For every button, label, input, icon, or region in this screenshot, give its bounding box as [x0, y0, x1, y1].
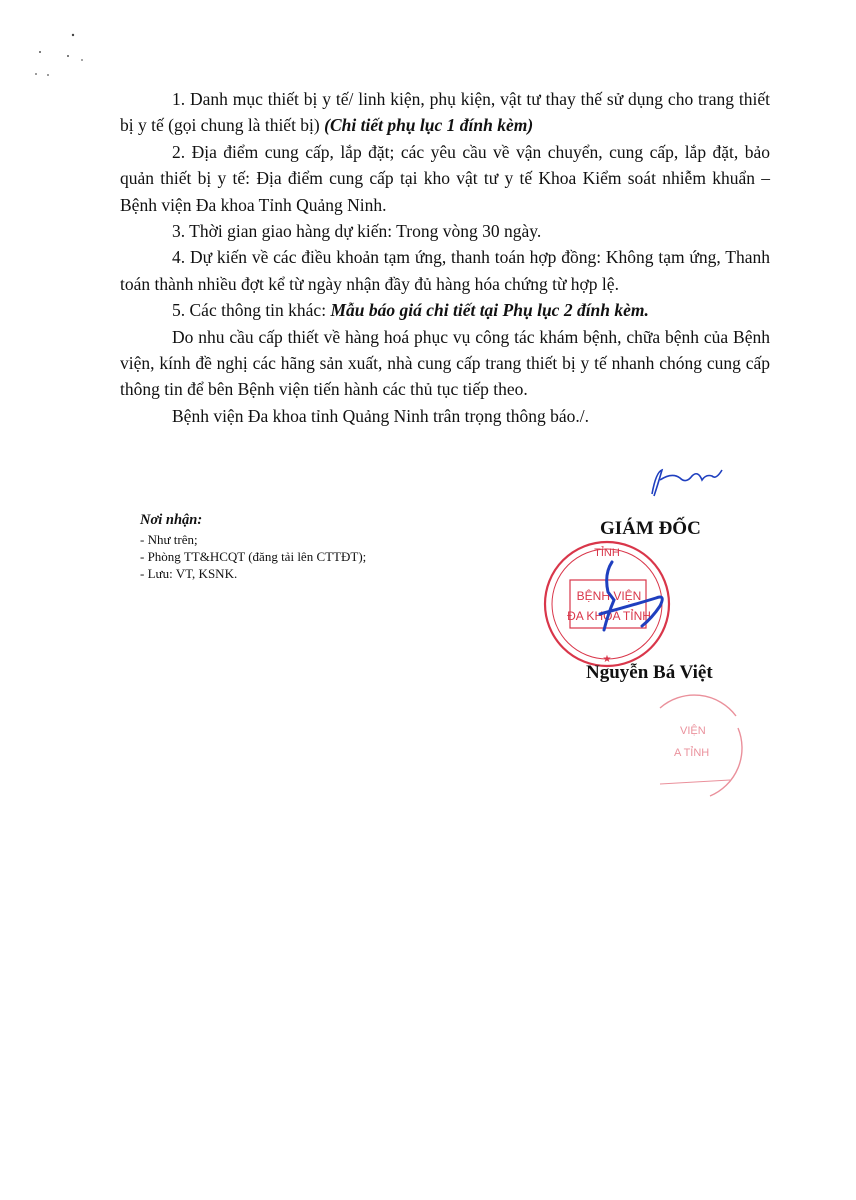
paragraph-5: 5. Các thông tin khác: Mẫu báo giá chi tiết tại Phụ lục 2 đính kèm. — [172, 300, 649, 321]
appendix-1-reference: (Chi tiết phụ lục 1 đính kèm) — [324, 115, 534, 136]
document-body — [120, 86, 770, 429]
scan-specks — [0, 0, 120, 80]
signer-name: Nguyễn Bá Việt — [586, 662, 713, 683]
stamp-bleed-through — [640, 688, 750, 808]
recipient-item: - Lưu: VT, KSNK. — [140, 566, 238, 581]
hospital-seal — [534, 534, 684, 674]
paragraph-2: 2. Địa điểm cung cấp, lắp đặt; các yêu cầu về vận chuyển, cung cấp, lắp đặt, bảo quản thiết bị y tế: Địa điểm cung cấp tại kho vật tư y tế Khoa Kiểm soát nhiễm khuẩn – Bệnh viện Đa khoa Tỉnh Quảng Ninh. — [120, 141, 770, 215]
closing-line: Bệnh viện Đa khoa tỉnh Quảng Ninh trân trọng thông báo./. — [172, 405, 590, 426]
recipients-label: Nơi nhận: — [140, 512, 203, 528]
seal-line-1: BỆNH VIỆN — [576, 589, 642, 603]
paragraph-3: 3. Thời gian giao hàng dự kiến: Trong vòng 30 ngày. — [172, 221, 542, 242]
recipients-block — [140, 512, 460, 582]
recipient-item: - Như trên; — [140, 532, 198, 547]
signer-title: GIÁM ĐỐC — [600, 518, 701, 539]
paragraph-6: Do nhu cầu cấp thiết về hàng hoá phục vụ công tác khám bệnh, chữa bệnh của Bệnh viện, kính đề nghị các hãng sản xuất, nhà cung cấp trang thiết bị y tế nhanh chóng cung cấp thông tin để bên Bệnh viện tiến hành các thủ tục tiếp theo. — [120, 326, 770, 400]
initial-mark — [640, 462, 730, 502]
svg-text:VIỆN: VIỆN — [680, 725, 706, 737]
appendix-2-reference: Mẫu báo giá chi tiết tại Phụ lục 2 đính kèm. — [330, 300, 649, 321]
svg-text:★: ★ — [602, 654, 612, 665]
paragraph-4: 4. Dự kiến về các điều khoản tạm ứng, thanh toán hợp đồng: Không tạm ứng, Thanh toán thành nhiều đợt kể từ ngày nhận đầy đủ hàng hóa chứng từ hợp lệ. — [120, 247, 770, 294]
recipient-item: - Phòng TT&HCQT (đăng tải lên CTTĐT); — [140, 549, 367, 564]
seal-ring-top: TỈNH — [594, 547, 620, 559]
seal-line-2: ĐA KHOA TỈNH — [567, 609, 651, 623]
paragraph-1: 1. Danh mục thiết bị y tế/ linh kiện, phụ kiện, vật tư thay thế sử dụng cho trang thiết bị y tế (gọi chung là thiết bị) (Chi tiết phụ lục 1 đính kèm) — [120, 89, 770, 136]
svg-text:A TỈNH: A TỈNH — [674, 747, 710, 759]
